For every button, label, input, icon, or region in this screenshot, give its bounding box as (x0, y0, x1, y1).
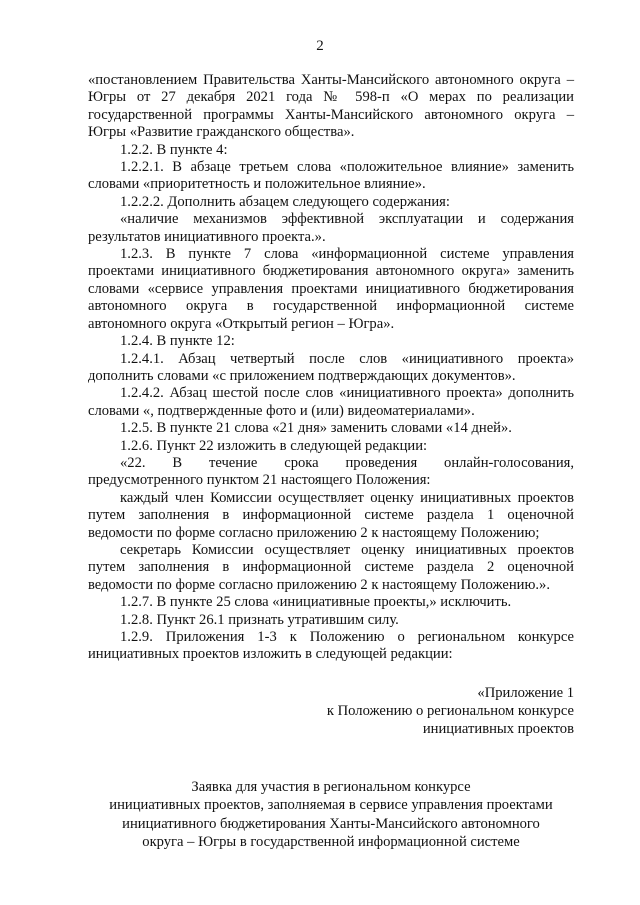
form-title (88, 778, 574, 852)
paragraph: 1.2.7. В пункте 25 слова «инициативные проекты,» исключить. (120, 594, 512, 611)
appendix-line: к Положению о региональном конкурсе (326, 702, 574, 719)
paragraph: 1.2.4.1. Абзац четвертый после слов «инициативного проекта» дополнить словами «с приложением подтверждающих документов». (88, 350, 574, 384)
appendix-line: инициативных проектов (422, 720, 574, 737)
form-title-line: округа – Югры в государственной информационной системе (142, 834, 520, 851)
paragraph: каждый член Комиссии осуществляет оценку инициативных проектов путем заполнения в информационной системе раздела 1 оценочной ведомости по форме согласно приложению 2 к настоящему Положению; (88, 489, 574, 541)
appendix-heading (88, 684, 574, 738)
document-body (88, 72, 574, 852)
paragraph: 1.2.2. В пункте 4: (120, 141, 228, 158)
appendix-line: «Приложение 1 (477, 684, 574, 701)
form-title-line: Заявка для участия в региональном конкурсе (191, 778, 471, 795)
paragraph: 1.2.2.1. В абзаце третьем слова «положительное влияние» заменить словами «приоритетность и положительное влияние». (88, 159, 574, 193)
paragraph: 1.2.2.2. Дополнить абзацем следующего содержания: (120, 193, 450, 210)
page-number: 2 (316, 38, 324, 54)
paragraph: 1.2.9. Приложения 1-3 к Положению о региональном конкурсе инициативных проектов изложить в следующей редакции: (88, 629, 574, 663)
paragraph: «наличие механизмов эффективной эксплуатации и содержания результатов инициативного проекта.». (88, 211, 574, 245)
paragraph: секретарь Комиссии осуществляет оценку инициативных проектов путем заполнения в информационной системе раздела 2 оценочной ведомости по форме согласно приложению 2 к настоящему Положению.». (88, 541, 574, 593)
paragraph: 1.2.6. Пункт 22 изложить в следующей редакции: (120, 437, 428, 454)
paragraph: «постановлением Правительства Ханты-Мансийского автономного округа – Югры от 27 декабря 2021 года № 598-п «О мерах по реализации государственной программы Ханты-Мансийского автономного округа – Югры «Развитие гражданского общества». (88, 72, 574, 141)
paragraph: 1.2.5. В пункте 21 слова «21 дня» заменить словами «14 дней». (120, 420, 512, 437)
paragraph: 1.2.4. В пункте 12: (120, 333, 235, 350)
paragraph: «22. В течение срока проведения онлайн-голосования, предусмотренного пунктом 21 настоящего Положения: (88, 454, 574, 489)
paragraph: 1.2.4.2. Абзац шестой после слов «инициативного проекта» дополнить словами «, подтвержденные фото и (или) видеоматериалами». (88, 385, 574, 419)
paragraph: 1.2.3. В пункте 7 слова «информационной системе управления проектами инициативного бюджетирования автономного округа» заменить словами «сервисе управления проектами инициативного бюджетирования автономного округа в государственной информационной системе автономного округа «Открытый регион – Югра». (88, 246, 574, 332)
paragraph-list (88, 72, 574, 664)
paragraph: 1.2.8. Пункт 26.1 признать утратившим силу. (120, 611, 399, 628)
form-title-line: инициативных проектов, заполняемая в сервисе управления проектами (109, 797, 553, 814)
form-title-line: инициативного бюджетирования Ханты-Мансийского автономного (122, 815, 540, 832)
